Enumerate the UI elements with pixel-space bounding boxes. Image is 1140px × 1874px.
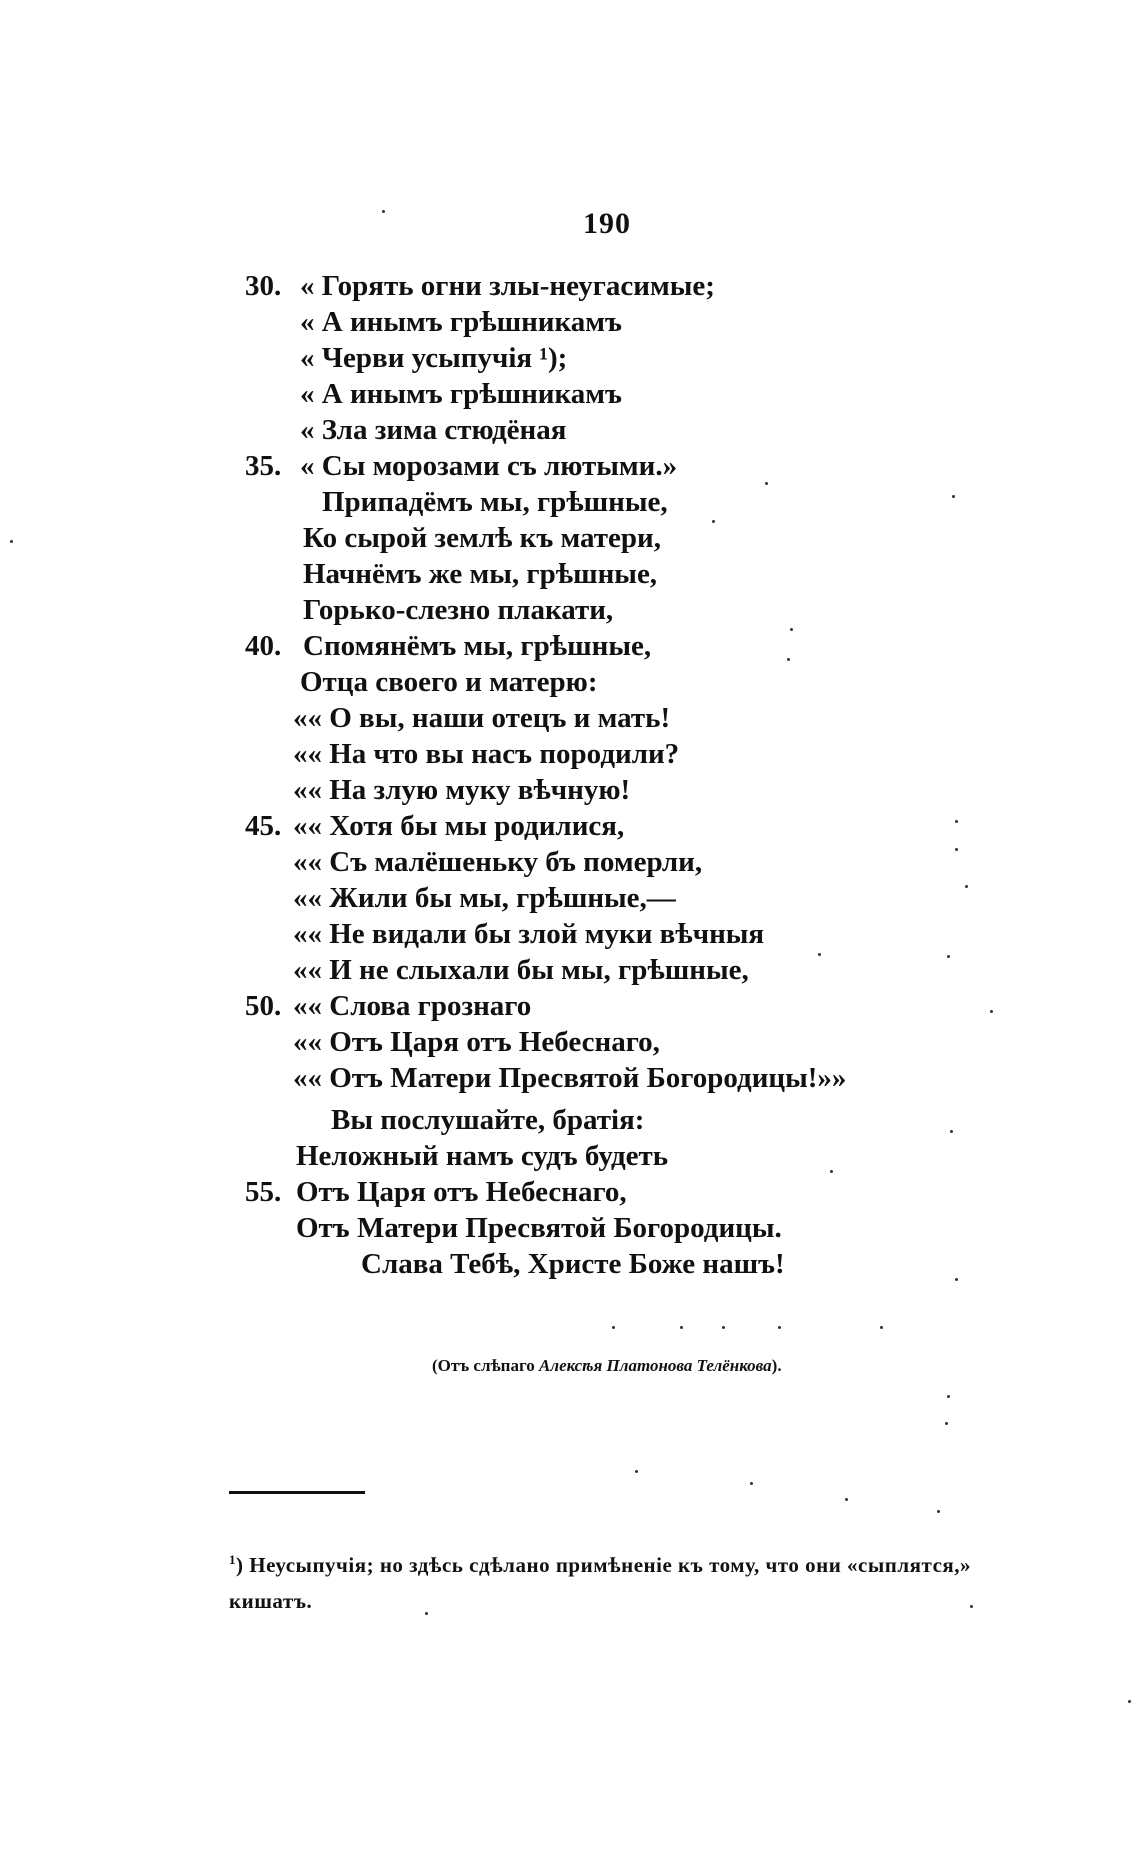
scan-speck xyxy=(612,1326,615,1329)
line-text: «« Жили бы мы, грѣшные,— xyxy=(293,882,676,914)
line-text: « Зла зима стюдёная xyxy=(300,414,567,446)
line-text: «« Отъ Царя отъ Небеснаго, xyxy=(293,1026,660,1058)
scan-speck xyxy=(680,1326,683,1329)
scan-speck xyxy=(952,495,955,498)
line-text: «« Съ малёшеньку бъ померли, xyxy=(293,846,703,878)
scan-speck xyxy=(947,955,950,958)
line-number: 50. xyxy=(245,990,282,1022)
attribution xyxy=(432,1356,782,1376)
line-text: « А инымъ грѣшникамъ xyxy=(300,378,622,410)
scan-speck xyxy=(818,953,821,956)
line-text: Спомянёмъ мы, грѣшные, xyxy=(303,630,652,662)
line-number: 55. xyxy=(245,1176,282,1208)
line-text: Вы послушайте, братія: xyxy=(331,1104,645,1136)
scan-speck xyxy=(947,1395,950,1398)
scan-speck xyxy=(945,1422,948,1425)
scan-speck xyxy=(937,1510,940,1513)
scan-speck xyxy=(990,1010,993,1013)
scan-speck xyxy=(845,1498,848,1501)
line-text: Припадёмъ мы, грѣшные, xyxy=(322,486,668,518)
scan-speck xyxy=(955,1278,958,1281)
line-text: Горько-слезно плакати, xyxy=(303,594,614,626)
scan-speck xyxy=(955,848,958,851)
scan-speck xyxy=(722,1326,725,1329)
line-text: Слава Тебѣ, Христе Боже нашъ! xyxy=(361,1248,785,1280)
line-text: Отъ Царя отъ Небеснаго, xyxy=(296,1176,627,1208)
line-text: Отца своего и матерю: xyxy=(300,666,598,698)
scan-speck xyxy=(965,885,968,888)
scan-speck xyxy=(10,540,13,543)
line-text: «« На злую муку вѣчную! xyxy=(293,774,631,806)
scan-speck xyxy=(712,520,715,523)
line-text: « Горять огни злы-неугасимые; xyxy=(300,270,715,302)
line-text: « Сы морозами съ лютыми.» xyxy=(300,450,678,482)
line-text: Отъ Матери Пресвятой Богородицы. xyxy=(296,1212,782,1244)
line-number: 45. xyxy=(245,810,282,842)
attribution-prefix: (Отъ слѣпаго xyxy=(432,1356,535,1375)
line-number: 30. xyxy=(245,270,282,302)
line-text: «« Не видали бы злой муки вѣчныя xyxy=(293,918,765,950)
scan-speck xyxy=(787,658,790,661)
scan-speck xyxy=(778,1326,781,1329)
scan-speck xyxy=(970,1605,973,1608)
line-text: «« Хотя бы мы родилися, xyxy=(293,810,625,842)
attribution-suffix: ). xyxy=(771,1356,782,1375)
line-text: « А инымъ грѣшникамъ xyxy=(300,306,622,338)
scan-speck xyxy=(955,820,958,823)
line-text: «« На что вы насъ породили? xyxy=(293,738,680,770)
footnote-divider xyxy=(229,1491,365,1494)
footnote-text: ) Неусыпучія; но здѣсь сдѣлано примѣненіе къ тому, что они «сыплятся,» кишатъ. xyxy=(229,1553,972,1613)
scan-speck xyxy=(382,210,385,213)
scan-speck xyxy=(425,1612,428,1615)
scan-speck xyxy=(950,1130,953,1133)
line-text: Ко сырой землѣ къ матери, xyxy=(303,522,662,554)
scan-speck xyxy=(635,1470,638,1473)
line-text: Неложный намъ судъ будеть xyxy=(296,1140,669,1172)
scan-speck xyxy=(880,1326,883,1329)
line-text: «« Отъ Матери Пресвятой Богородицы!»» xyxy=(293,1062,847,1094)
footnote-marker: 1 xyxy=(229,1552,236,1567)
line-text: Начнёмъ же мы, грѣшные, xyxy=(303,558,658,590)
line-text: «« Слова грознаго xyxy=(293,990,532,1022)
scan-speck xyxy=(1128,1700,1131,1703)
scan-speck xyxy=(790,628,793,631)
line-number: 35. xyxy=(245,450,282,482)
line-text: « Черви усыпучія ¹); xyxy=(300,342,568,374)
scan-speck xyxy=(765,482,768,485)
attribution-name: Алексѣя Платонова Телёнкова xyxy=(539,1356,772,1375)
footnote xyxy=(229,1547,1019,1619)
scan-speck xyxy=(750,1482,753,1485)
scan-speck xyxy=(830,1170,833,1173)
line-text: «« О вы, наши отецъ и мать! xyxy=(293,702,671,734)
line-text: «« И не слыхали бы мы, грѣшные, xyxy=(293,954,749,986)
page-number: 190 xyxy=(583,207,631,240)
line-number: 40. xyxy=(245,630,282,662)
